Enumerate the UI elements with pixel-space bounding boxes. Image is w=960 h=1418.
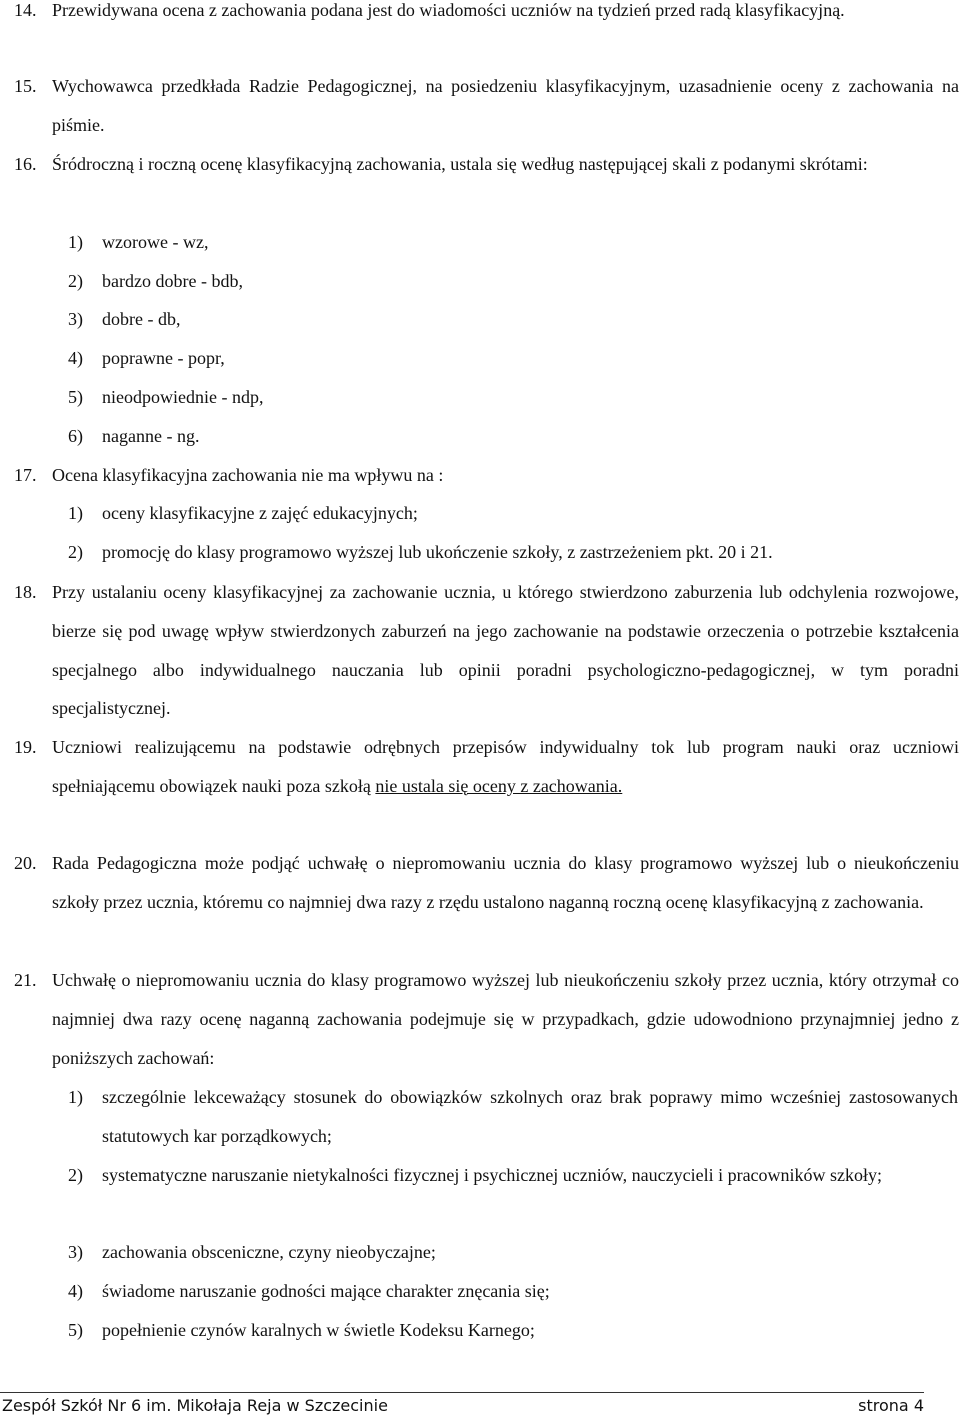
sub-item bbox=[68, 1272, 958, 1311]
sub-item-text: naganne - ng. bbox=[102, 426, 200, 446]
sub-item-number: 1) bbox=[68, 503, 83, 523]
item-text-underlined: nie ustala się oceny z zachowania. bbox=[375, 775, 623, 796]
sub-item-text: dobre - db, bbox=[102, 309, 181, 329]
list-item-17 bbox=[14, 456, 959, 495]
sub-item bbox=[68, 339, 958, 378]
sub-item-text: szczególnie lekceważący stosunek do obowiązków szkolnych oraz brak poprawy mimo wcześniej zastosowanych statutowych kar porządkowych; bbox=[102, 1087, 958, 1146]
sub-item-text: promocję do klasy programowo wyższej lub ukończenie szkoły, z zastrzeżeniem pkt. 20 i 21. bbox=[102, 542, 773, 562]
sub-item-number: 5) bbox=[68, 1320, 83, 1340]
sub-item-number: 4) bbox=[68, 1281, 83, 1301]
footer-school-name: Zespół Szkół Nr 6 im. Mikołaja Reja w Szczecinie bbox=[2, 1396, 388, 1415]
sub-item-text: świadome naruszanie godności mające charakter znęcania się; bbox=[102, 1281, 550, 1301]
sub-item-number: 2) bbox=[68, 271, 83, 291]
sub-item-text: wzorowe - wz, bbox=[102, 232, 209, 252]
item-text: Śródroczną i roczną ocenę klasyfikacyjną zachowania, ustala się według następującej skali z podanymi skrótami: bbox=[52, 154, 868, 174]
sub-item bbox=[68, 223, 958, 262]
sub-item bbox=[68, 378, 958, 417]
item-text: Uchwałę o niepromowaniu ucznia do klasy programowo wyższej lub nieukończeniu szkoły przez ucznia, który otrzymał co najmniej dwa razy ocenę naganną zachowania podejmuje się w przypadkach, gdzie udowodniono przynajmniej jedno z poniższych zachowań: bbox=[52, 970, 959, 1068]
sub-item-number: 6) bbox=[68, 426, 83, 446]
sub-item bbox=[68, 262, 958, 301]
sub-item-text: poprawne - popr, bbox=[102, 348, 225, 368]
item-text: Wychowawca przedkłada Radzie Pedagogicznej, na posiedzeniu klasyfikacyjnym, uzasadnienie oceny z zachowania na piśmie. bbox=[52, 76, 959, 135]
sub-item bbox=[68, 300, 958, 339]
list-item-19 bbox=[14, 728, 959, 806]
sub-item-number: 1) bbox=[68, 1087, 83, 1107]
sub-item-text: bardzo dobre - bdb, bbox=[102, 271, 243, 291]
page-footer bbox=[0, 1395, 924, 1417]
item-number: 20. bbox=[14, 853, 37, 873]
list-item-18 bbox=[14, 573, 959, 728]
sub-item-number: 2) bbox=[68, 542, 83, 562]
item-number: 21. bbox=[14, 970, 37, 990]
sub-item-number: 3) bbox=[68, 309, 83, 329]
item-text: Przewidywana ocena z zachowania podana jest do wiadomości uczniów na tydzień przed radą klasyfikacyjną. bbox=[52, 0, 845, 20]
sub-item-number: 3) bbox=[68, 1242, 83, 1262]
item-number: 19. bbox=[14, 737, 37, 757]
sub-item-text: popełnienie czynów karalnych w świetle Kodeksu Karnego; bbox=[102, 1320, 535, 1340]
item-number: 18. bbox=[14, 582, 37, 602]
footer-divider bbox=[0, 1392, 924, 1393]
sub-item bbox=[68, 1156, 958, 1195]
sub-item bbox=[68, 494, 958, 533]
sub-item-text: oceny klasyfikacyjne z zajęć edukacyjnych; bbox=[102, 503, 418, 523]
sub-item bbox=[68, 417, 958, 456]
sub-item bbox=[68, 1233, 958, 1272]
item-number: 17. bbox=[14, 465, 37, 485]
item-text bbox=[52, 728, 959, 806]
sub-item-text: systematyczne naruszanie nietykalności fizycznej i psychicznej uczniów, nauczycieli i pracowników szkoły; bbox=[102, 1165, 883, 1185]
sub-item bbox=[68, 1311, 958, 1350]
sub-item-number: 1) bbox=[68, 232, 83, 252]
sub-item-number: 4) bbox=[68, 348, 83, 368]
list-item-14 bbox=[14, 0, 959, 30]
item-text-plain: Uczniowi realizującemu na podstawie odrębnych przepisów indywidualny tok lub program nauki oraz uczniowi spełniającemu obowiązek nauki poza szkołą bbox=[52, 737, 959, 796]
sub-item-text: nieodpowiednie - ndp, bbox=[102, 387, 264, 407]
item-number: 15. bbox=[14, 76, 37, 96]
item-text: Ocena klasyfikacyjna zachowania nie ma wpływu na : bbox=[52, 465, 444, 485]
list-item-15 bbox=[14, 67, 959, 145]
item-text: Przy ustalaniu oceny klasyfikacyjnej za zachowanie ucznia, u którego stwierdzono zaburzenia lub odchylenia rozwojowe, bierze się pod uwagę wpływ stwierdzonych zaburzeń na jego zachowanie na podstawie orzeczenia o potrzebie kształcenia specjalnego albo indywidualnego nauczania lub opinii poradni psychologiczno-pedagogicznej, w tym poradni specjalistycznej. bbox=[52, 582, 959, 719]
sub-item-text: zachowania obsceniczne, czyny nieobyczajne; bbox=[102, 1242, 436, 1262]
list-item-20 bbox=[14, 844, 959, 922]
list-item-21 bbox=[14, 961, 959, 1077]
sub-item-number: 5) bbox=[68, 387, 83, 407]
sub-item bbox=[68, 1078, 958, 1156]
footer-page-number: strona 4 bbox=[858, 1396, 924, 1415]
item-number: 14. bbox=[14, 0, 37, 20]
item-text: Rada Pedagogiczna może podjąć uchwałę o niepromowaniu ucznia do klasy programowo wyższej lub o nieukończeniu szkoły przez ucznia, któremu co najmniej dwa razy z rzędu ustalono naganną roczną ocenę klasyfikacyjną z zachowania. bbox=[52, 853, 959, 912]
item-number: 16. bbox=[14, 154, 37, 174]
sub-item bbox=[68, 533, 958, 572]
list-item-16 bbox=[14, 145, 959, 184]
sub-item-number: 2) bbox=[68, 1165, 83, 1185]
